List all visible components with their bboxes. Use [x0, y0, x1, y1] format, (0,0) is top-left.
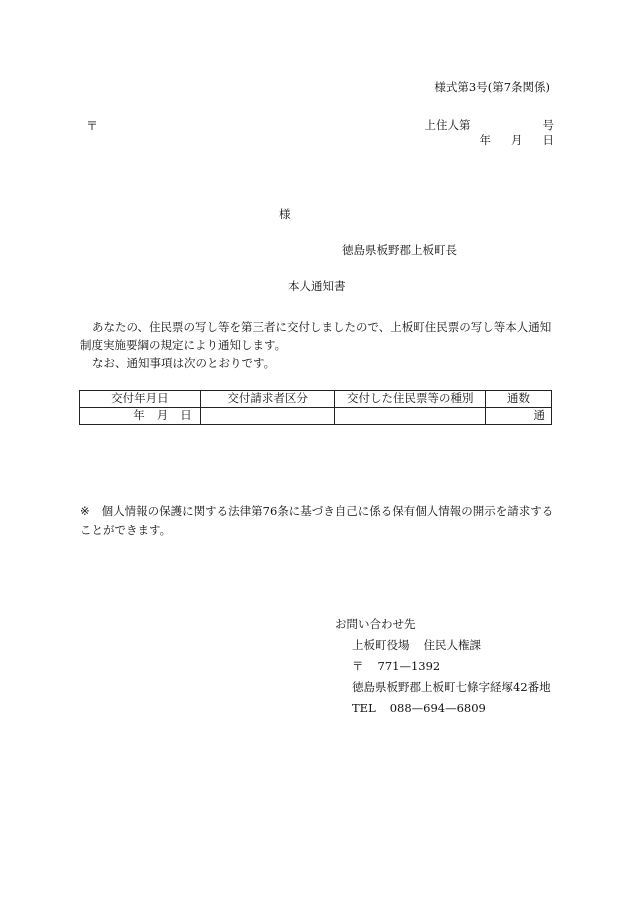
reference-number: [425, 120, 555, 132]
issue-date-year: 年: [479, 133, 491, 147]
cell-month: 月: [156, 408, 169, 423]
cell-document-kind: [335, 408, 486, 425]
contact-office-line: [352, 635, 551, 656]
issue-date: [480, 135, 555, 147]
contact-postal-code: 771—1392: [377, 659, 441, 673]
note-mark: ※: [80, 504, 90, 518]
contact-office: 上板町役場: [352, 638, 410, 652]
document-title: 本人通知書: [288, 279, 346, 293]
cell-day: 日: [180, 408, 192, 423]
body-paragraph-2: なお、通知事項は次のとおりです。: [92, 356, 276, 370]
postal-mark: 〒: [86, 119, 99, 133]
notification-table: [79, 390, 552, 425]
table-row: [80, 408, 552, 425]
cell-issue-date: [80, 408, 201, 425]
form-number: 様式第3号(第7条関係): [434, 80, 550, 94]
header-requester-category: 交付請求者区分: [200, 391, 335, 408]
reference-suffix: 号: [542, 118, 554, 132]
disclosure-note: [80, 502, 558, 540]
header-document-kind: 交付した住民票等の種別: [335, 391, 486, 408]
contact-tel: 088—694—6809: [389, 701, 486, 715]
cell-requester-category: [200, 408, 335, 425]
sender-name: 徳島県板野郡上板町長: [342, 243, 457, 257]
contact-postal-mark: 〒: [352, 659, 364, 673]
header-issue-date: 交付年月日: [80, 391, 201, 408]
contact-postal-line: [352, 656, 551, 677]
contact-heading: お問い合わせ先: [335, 617, 416, 631]
reference-prefix: 上住人第: [424, 118, 471, 132]
contact-block: [335, 614, 551, 719]
contact-address: 徳島県板野郡上板町七條字経塚42番地: [352, 680, 551, 694]
cell-year: 年: [133, 408, 145, 423]
contact-tel-label: TEL: [352, 701, 376, 715]
issue-date-month: 月: [511, 133, 523, 147]
contact-department: 住民人権課: [423, 638, 481, 652]
header-count: 通数: [486, 391, 552, 408]
body-text: [80, 318, 556, 372]
table-header-row: [80, 391, 552, 408]
body-paragraph-1: あなたの、住民票の写し等を第三者に交付しましたので、上板町住民票の写し等本人通知制度実施要綱の規定により通知します。: [80, 320, 552, 352]
contact-tel-line: [352, 698, 551, 719]
issue-date-day: 日: [542, 133, 554, 147]
note-text: 個人情報の保護に関する法律第76条に基づき自己に係る保有個人情報の開示を請求することができます。: [80, 504, 554, 537]
cell-count: 通: [486, 408, 552, 425]
addressee-honorific: 様: [279, 207, 291, 221]
